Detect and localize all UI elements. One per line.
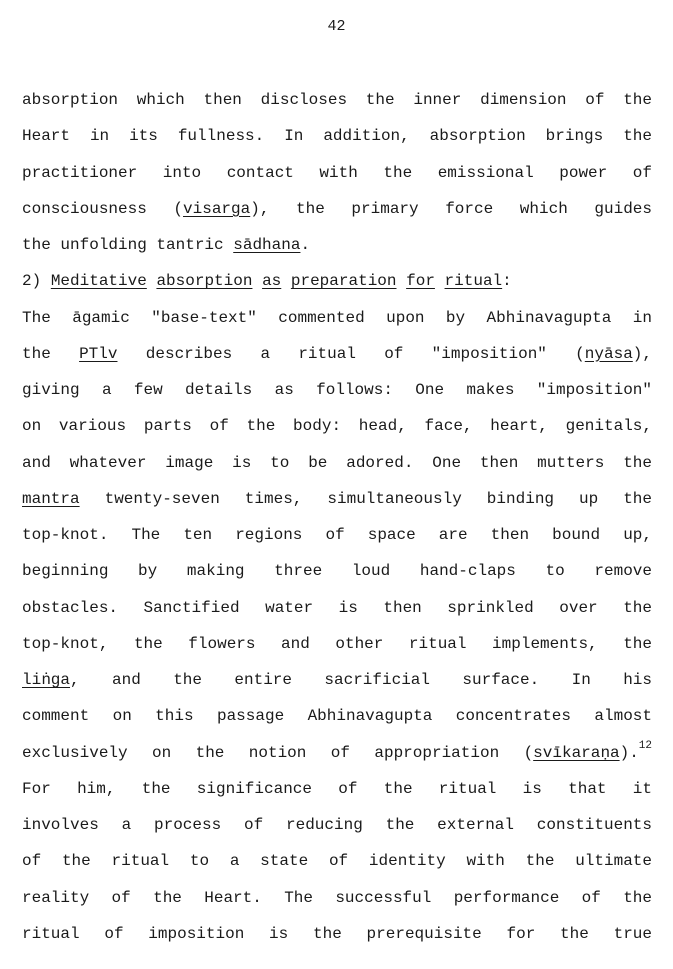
text-segment: the (22, 344, 80, 363)
text-line (22, 596, 652, 632)
text-line (22, 741, 652, 777)
text-segment: For him, the significance of the ritual is that it (22, 779, 652, 798)
text-segment: on various parts of the body: head, face, heart, genitals, (22, 417, 652, 436)
text-line (22, 632, 652, 668)
text-segment: giving a few details as follows: One makes "imposition" (22, 381, 652, 399)
text-segment: : (502, 272, 512, 291)
underlined-term: svīkaraṇa (533, 743, 620, 762)
text-segment: ), (632, 344, 652, 363)
text-line (22, 414, 652, 450)
text-line (22, 124, 652, 160)
text-segment: 2) (22, 272, 51, 291)
text-segment: , and the entire sacrificial surface. In his (70, 671, 652, 689)
text-segment: beginning by making three loud hand-claps to remove (22, 562, 652, 581)
text-line (22, 777, 652, 813)
text-line (22, 197, 652, 233)
text-segment (397, 272, 407, 290)
text-line (22, 451, 652, 487)
text-segment (281, 272, 291, 290)
text-line (22, 161, 652, 197)
text-line (22, 88, 652, 124)
text-segment: of the ritual to a state of identity with the ultimate (22, 852, 652, 871)
page-number: 42 (327, 18, 346, 35)
underlined-term: preparation (290, 272, 397, 291)
text-line (22, 668, 652, 704)
text-segment: ritual of imposition is the prerequisite for the true (22, 924, 652, 943)
text-line (22, 269, 652, 305)
underlined-term: visarga (183, 199, 251, 218)
text-segment: ). (619, 743, 639, 762)
text-segment (147, 272, 157, 290)
text-line (22, 487, 652, 523)
underlined-term: absorption (156, 272, 253, 291)
text-line (22, 886, 652, 922)
text-segment: practitioner into contact with the emissional power of (22, 163, 652, 182)
text-line (22, 922, 652, 958)
underlined-term: mantra (22, 489, 80, 508)
text-segment: top-knot, the flowers and other ritual implements, the (22, 634, 652, 653)
text-segment: reality of the Heart. The successful performance of the (22, 888, 652, 907)
text-segment: obstacles. Sanctified water is then sprinkled over the (22, 598, 652, 617)
text-line (22, 813, 652, 849)
underlined-term: for (406, 272, 435, 291)
text-line (22, 704, 652, 740)
text-line (22, 523, 652, 559)
text-segment: ), the primary force which guides (250, 199, 652, 218)
underlined-term: Meditative (50, 272, 147, 291)
text-segment: comment on this passage Abhinavagupta concentrates almost (22, 707, 652, 726)
text-segment (435, 272, 445, 290)
text-segment (252, 272, 262, 290)
text-segment: . (300, 236, 311, 254)
underlined-term: PTlv (79, 344, 118, 363)
underlined-term: ritual (444, 272, 503, 291)
underlined-term: as (262, 272, 282, 291)
underlined-term: sādhana (233, 236, 301, 254)
text-segment: top-knot. The ten regions of space are then bound up, (22, 526, 652, 544)
text-line (22, 233, 652, 269)
text-line (22, 306, 652, 342)
text-segment: involves a process of reducing the external constituents (22, 816, 652, 834)
text-line (22, 378, 652, 414)
text-line (22, 559, 652, 595)
text-segment: describes a ritual of "imposition" ( (117, 344, 585, 363)
text-segment: consciousness ( (22, 199, 184, 218)
text-line (22, 849, 652, 885)
text-line (22, 342, 652, 378)
underlined-term: nyāsa (584, 344, 633, 363)
text-segment: the unfolding tantric (22, 236, 234, 254)
text-segment: The āgamic "base-text" commented upon by Abhinavagupta in (22, 308, 652, 327)
footnote-ref: 12 (638, 740, 652, 753)
text-segment: Heart in its fullness. In addition, absorption brings the (22, 127, 652, 146)
text-segment: absorption which then discloses the inner dimension of the (22, 91, 652, 109)
text-segment: exclusively on the notion of appropriation ( (22, 743, 534, 762)
text-segment: twenty-seven times, simultaneously binding up the (79, 489, 652, 508)
text-segment: and whatever image is to be adored. One then mutters the (22, 453, 652, 472)
underlined-term: liṅga (22, 671, 71, 689)
body-text (22, 88, 652, 958)
